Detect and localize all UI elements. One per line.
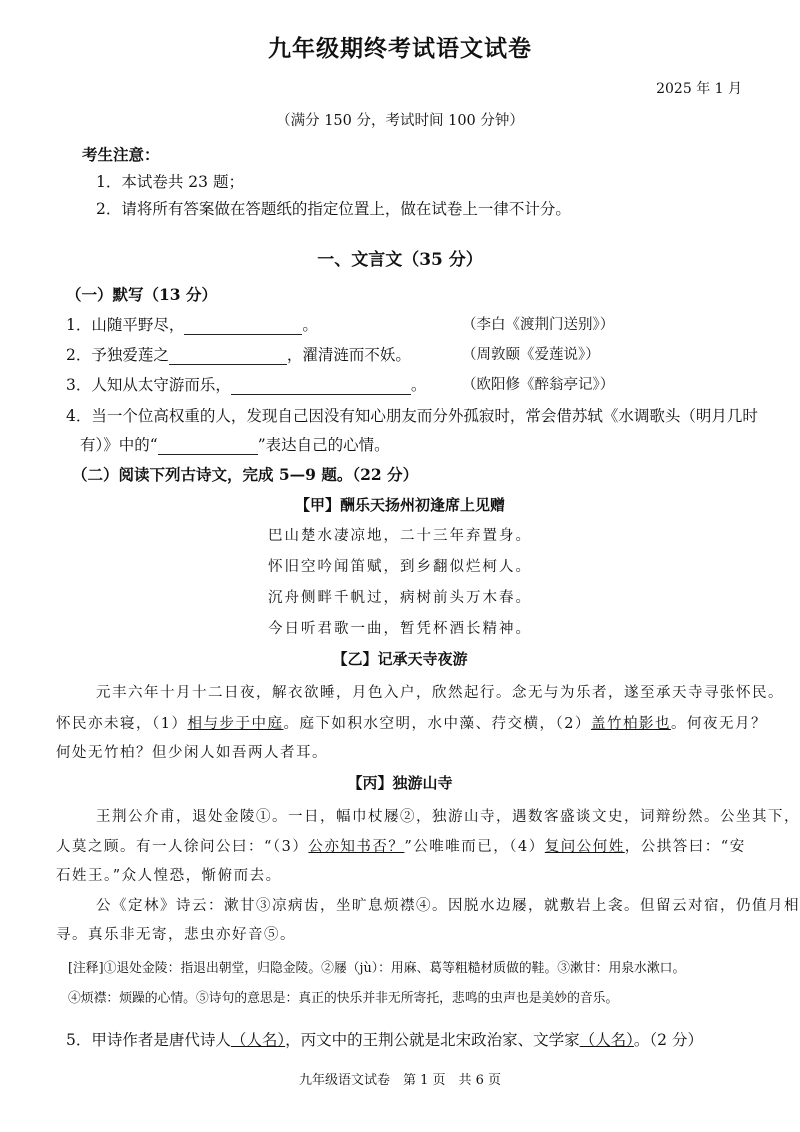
yi-line2-c: 。何夜无月？ <box>670 716 767 732</box>
yi-underlined-1: 相与步于中庭 <box>187 716 284 732</box>
poem-jia-line-3: 沉舟侧畔千帆过，病树前头万木春。 <box>268 590 532 606</box>
q2-end: ，濯清涟而不妖。 <box>286 346 411 364</box>
q3-end: 。 <box>410 376 427 394</box>
part1-title: （一）默写（13 分） <box>66 285 217 304</box>
q5-text-c: 。（2 分） <box>633 1031 703 1049</box>
text-yi-line-3: 何处无竹柏？但少闲人如吾两人者耳。 <box>56 745 328 761</box>
exam-date: 2025 年 1 月 <box>656 81 742 97</box>
q3-text: 人知从太守游而乐， <box>91 376 231 394</box>
q2-text: 予独爱莲之 <box>91 346 169 364</box>
poem-jia-line-4: 今日听君歌一曲，暂凭杯酒长精神。 <box>268 621 532 637</box>
q5-fill-1[interactable]: （人名） <box>230 1031 286 1049</box>
text-bing-line-5: 寻。真乐非无寄，悲虫亦好音⑤。 <box>56 927 296 943</box>
q2-source: （周敦颐《爱莲说》） <box>462 347 600 363</box>
q1-number: 1． <box>66 316 92 334</box>
q1-end: 。 <box>302 316 318 334</box>
q4-text-a: 有）》中的“ <box>80 436 158 454</box>
bing-line2-a: 人莫之顾。有一人徐问公曰：“（3） <box>56 839 309 855</box>
notice-heading: 考生注意： <box>82 145 160 164</box>
question-2 <box>66 343 411 365</box>
poem-jia-line-1: 巴山楚水凄凉地，二十三年弃置身。 <box>268 528 532 544</box>
q5-fill-2[interactable]: （人名） <box>579 1031 634 1049</box>
text-yi-line-2 <box>56 712 767 733</box>
exam-title: 九年级期终考试语文试卷 <box>268 35 532 62</box>
part2-title: （二）阅读下列古诗文，完成 5—9 题。（22 分） <box>72 465 419 484</box>
question-5 <box>66 1028 703 1050</box>
yi-line2-b: 。庭下如积水空明，水中藻、荇交横，（2） <box>283 716 591 732</box>
text-yi-title: 【乙】记承天寺夜游 <box>332 650 468 668</box>
text-bing-line-4: 公《定林》诗云：漱甘③凉病齿，坐旷息烦襟④。因脱水边屦，就敷岩上衾。但留云对宿，仍值月相 <box>96 898 800 914</box>
text-bing-line-3: 石姓王。”众人惶恐，惭俯而去。 <box>56 868 282 884</box>
bing-underlined-1: 公亦知书否？ <box>308 839 405 855</box>
section-title: 一、文言文（35 分） <box>317 250 483 270</box>
text-yi-line-1: 元丰六年十月十二日夜，解衣欲睡，月色入户，欣然起行。念无与为乐者，遂至承天寺寻张怀民。 <box>96 685 784 701</box>
page-footer: 九年级语文试卷 第 1 页 共 6 页 <box>298 1073 502 1088</box>
question-1 <box>66 313 318 335</box>
poem-jia-title: 【甲】酬乐天扬州初逢席上见赠 <box>294 496 505 514</box>
bing-line2-c: ，公拱答曰：“安 <box>624 839 746 855</box>
q2-number: 2． <box>66 346 92 364</box>
bing-line2-b: ”公唯唯而已，（4） <box>404 839 545 855</box>
q5-text-b: ，丙文中的王荆公就是北宋政治家、文学家 <box>285 1031 580 1049</box>
question-4-line-2 <box>80 433 390 455</box>
question-4-line-1: 4．当一个位高权重的人，发现自己因没有知心朋友而分外孤寂时，常会借苏轼《水调歌头（明月几时 <box>66 407 758 425</box>
notice-item-2: 2．请将所有答案做在答题纸的指定位置上，做在试卷上一律不计分。 <box>96 200 571 218</box>
text-bing-line-1: 王荆公介甫，退处金陵①。一日，幅巾杖屦②，独游山寺，遇数客盛谈文史，词辩纷然。公坐其下， <box>96 809 800 825</box>
annotation-line-1: [注释]①退处金陵：指退出朝堂，归隐金陵。②屦（jù）：用麻、葛等粗糙材质做的鞋。③漱甘：用泉水漱口。 <box>68 961 686 976</box>
q1-source: （李白《渡荆门送别》） <box>462 317 615 333</box>
text-bing-title: 【丙】独游山寺 <box>347 774 453 792</box>
q1-answer-blank[interactable] <box>184 318 302 335</box>
yi-underlined-2: 盖竹柏影也 <box>590 716 671 732</box>
q1-text: 山随平野尽， <box>91 316 185 334</box>
text-bing-line-2 <box>56 835 756 856</box>
q3-answer-blank[interactable] <box>231 378 411 395</box>
q3-source: （欧阳修《醉翁亭记》） <box>462 377 615 393</box>
question-3 <box>66 373 426 395</box>
bing-underlined-2: 复问公何姓 <box>544 839 625 855</box>
exam-subtitle: （满分 150 分，考试时间 100 分钟） <box>276 113 524 129</box>
q5-text-a: 5．甲诗作者是唐代诗人 <box>66 1031 231 1049</box>
q3-number: 3． <box>66 376 92 394</box>
q4-answer-blank[interactable] <box>158 438 258 455</box>
q2-answer-blank[interactable] <box>169 348 287 365</box>
annotation-line-2: ④烦襟：烦躁的心情。⑤诗句的意思是：真正的快乐并非无所寄托，悲鸣的虫声也是美妙的音乐。 <box>68 991 619 1006</box>
notice-item-1: 1．本试卷共 23 题； <box>96 173 244 191</box>
q4-text-b: ”表达自己的心情。 <box>257 436 390 454</box>
poem-jia-line-2: 怀旧空吟闻笛赋，到乡翻似烂柯人。 <box>268 559 532 575</box>
yi-line2-a: 怀民亦未寝，（1） <box>56 716 188 732</box>
